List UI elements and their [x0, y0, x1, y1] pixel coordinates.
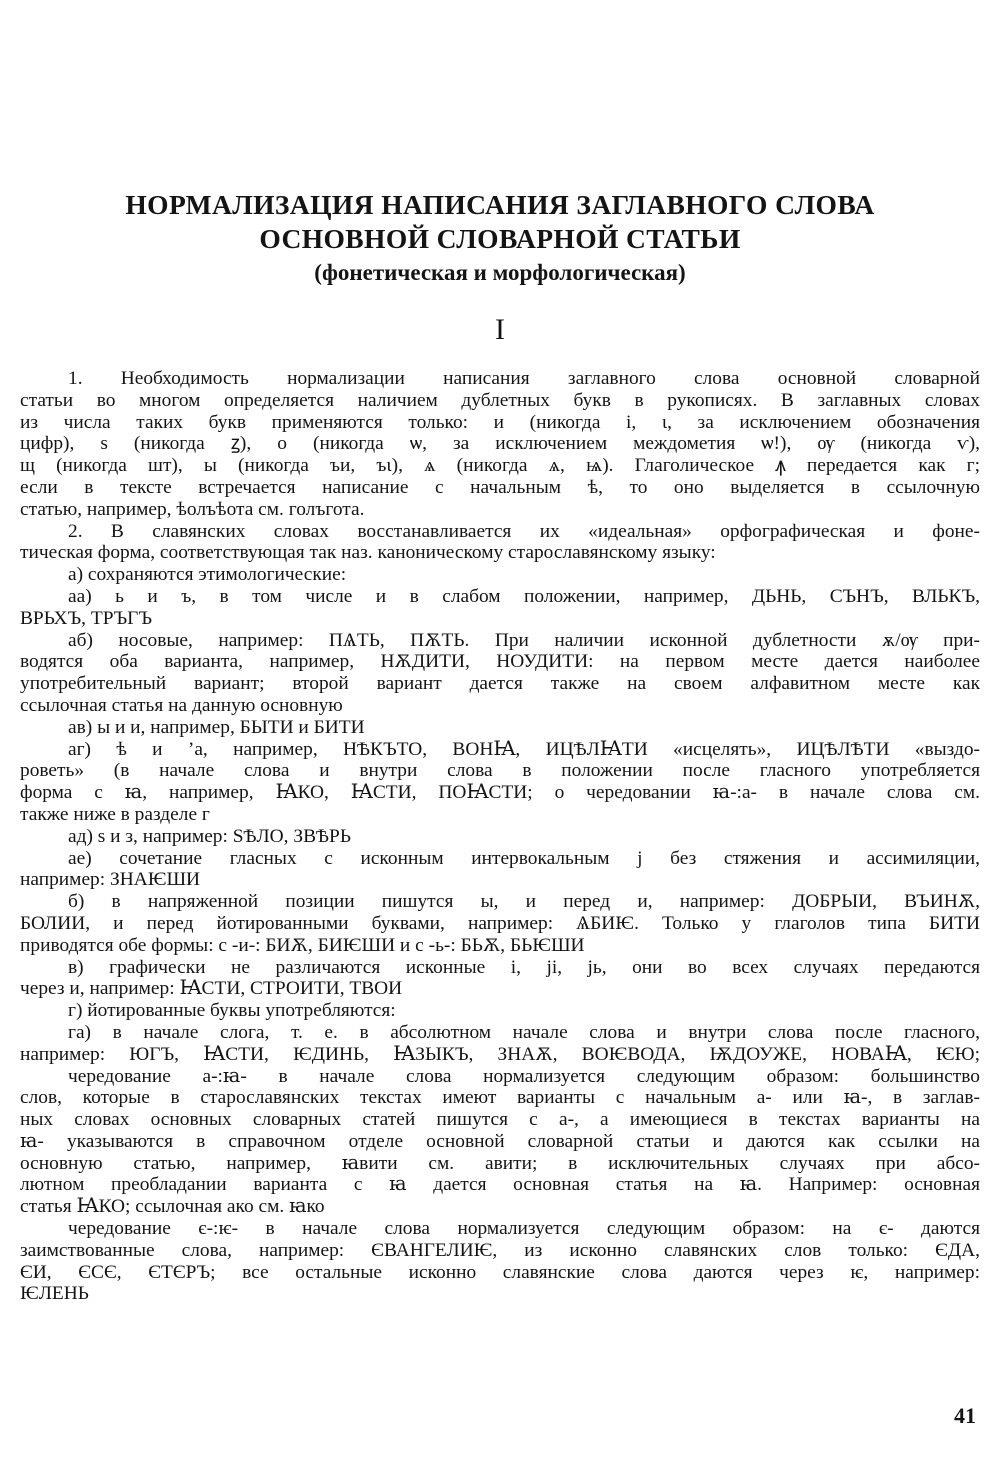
heading-block — [0, 188, 1000, 288]
text-line: б) в напряженной позиции пишутся ы, и перед и, например: ДОБРЫИ, ВЪИНѪ, — [68, 891, 980, 913]
text-line: аг) ѣ и ’а, например, НѢКЪТО, ВОНꙖ, ИЦѢЛꙖТИ «исцелять», ИЦѢЛѢТИ «выздо- — [68, 738, 980, 760]
text-line: статью, например, ѣолъѣота см. голъгота. — [20, 498, 365, 520]
text-line: ав) ы и и, например, БЫТИ и БИТИ — [68, 716, 365, 738]
text-line: цифр), ѕ (никогда ꙁ), о (никогда ѡ, за исключением междометия ѡ!), ѹ (никогда ѵ), — [20, 433, 980, 455]
text-line: аа) ь и ъ, в том числе и в слабом положении, например, ДЬНЬ, СЪНЪ, ВЛЬКЪ, — [68, 585, 980, 607]
text-line: водятся оба варианта, например, НѪДИТИ, НОУДИТИ: на первом месте дается наиболее — [20, 651, 980, 673]
text-line: роветь» (в начале слова и внутри слова в положении после гласного употребляется — [20, 760, 980, 782]
text-line: 2. В славянских словах восстанавливается их «идеальная» орфографическая и фоне- — [68, 520, 980, 542]
title-line-1: НОРМАЛИЗАЦИЯ НАПИСАНИЯ ЗАГЛАВНОГО СЛОВА — [125, 189, 875, 220]
text-line: ад) ѕ и з, например: ЅѢЛО, ЗВѢРЬ — [68, 825, 351, 847]
text-line: тическая форма, соответствующая так наз. каноническому старославянскому языку: — [20, 542, 716, 564]
text-line: чередование є-:ѥ- в начале слова нормализуется следующим образом: на є- даются — [68, 1218, 980, 1240]
title-line-2: ОСНОВНОЙ СЛОВАРНОЙ СТАТЬИ — [259, 223, 741, 254]
page-number: 41 — [954, 1403, 976, 1428]
text-line: ꙗ- указываются в справочном отделе основной словарной статьи и даются как ссылки на — [20, 1130, 980, 1152]
text-line: например: ЗНАѤШИ — [20, 869, 201, 891]
text-line: ае) сочетание гласных с исконным интервокальным j без стяжения и ассимиляции, — [68, 847, 980, 869]
text-line: в) графически не различаются исконные і, јі, јь, они во всех случаях передаются — [68, 956, 980, 978]
text-line: из числа таких букв применяются только: и (никогда і, ι, за исключением обозначения — [20, 411, 980, 433]
text-line: статья ꙖКО; ссылочная ако см. ꙗко — [20, 1196, 325, 1218]
body-text — [20, 368, 980, 1305]
subtitle: (фонетическая и морфологическая) — [314, 260, 686, 285]
text-line: лютном преобладании варианта с ꙗ дается основная статья на ꙗ. Например: основная — [20, 1174, 980, 1196]
text-line: заимствованные слова, например: ЄВАНГЕЛИѤ, из исконно славянских слов только: ЄДА, — [20, 1239, 980, 1261]
text-line: если в тексте встречается написание с начальным ѣ, то оно выделяется в ссылочную — [20, 476, 980, 498]
text-line: также ниже в разделе г — [20, 803, 210, 825]
text-line: через и, например: ꙖСТИ, СТРОИТИ, ТВОИ — [20, 978, 403, 1000]
text-line: г) йотированные буквы употребляются: — [68, 1000, 396, 1022]
text-line: ЄИ, ЄСЄ, ЄТЄРЪ; все остальные исконно славянские слова даются через ѥ, например: — [20, 1261, 980, 1283]
text-line: статьи во многом определяется наличием дублетных букв в рукописях. В заглавных словах — [20, 389, 980, 411]
text-line: БОЛИИ, и перед йотированными буквами, например: ѦБИѤ. Только у глаголов типа БИТИ — [20, 912, 980, 934]
text-line: ѤЛЕНЬ — [20, 1283, 89, 1305]
text-line: употребительный вариант; второй вариант дается также на своем алфавитном месте как — [20, 673, 980, 695]
text-line: например: ЮГЪ, ꙖСТИ, ѤДИНЬ, ꙖЗЫКЪ, ЗНАѪ, ВОѤВОДА, ѬДОУЖЕ, НОВАꙖ, ѤЮ; — [20, 1043, 980, 1065]
text-line: слов, которые в старославянских текстах имеют варианты с начальным а- или ꙗ-, в заглав- — [20, 1087, 980, 1109]
text-line: аб) носовые, например: ПѦТЬ, ПѪТЬ. При наличии исконной дублетности ѫ/ѹ при- — [68, 629, 980, 651]
text-line: основную статью, например, ꙗвити см. авити; в исключительных случаях при абсо- — [20, 1152, 980, 1174]
text-line: ных словах основных словарных статей пишутся с а-, а имеющиеся в текстах варианты на — [20, 1109, 980, 1131]
text-line: га) в начале слога, т. е. в абсолютном начале слова и внутри слова после гласного, — [68, 1021, 980, 1043]
text-line: 1. Необходимость нормализации написания заглавного слова основной словарной — [68, 368, 980, 389]
section-number: I — [495, 313, 505, 346]
text-line: форма с ꙗ, например, ꙖКО, ꙖСТИ, ПОꙖСТИ; о чередовании ꙗ-:а- в начале слова см. — [20, 782, 980, 804]
text-line: а) сохраняются этимологические: — [68, 564, 347, 586]
text-line: чередование а-:ꙗ- в начале слова нормализуется следующим образом: большинство — [68, 1065, 980, 1087]
text-line: щ (никогда шт), ы (никогда ъи, ъι), ѧ (никогда ѧ, ѩ). Глаголическое ꙟ передается как г; — [20, 455, 980, 477]
text-line: ВРЬХЪ, ТРЪГЪ — [20, 607, 153, 629]
text-line: ссылочная статья на данную основную — [20, 694, 343, 716]
text-line: приводятся обе формы: с -и-: БИѪ, БИѤШИ и с -ь-: БЬѪ, БЬѤШИ — [20, 934, 585, 956]
